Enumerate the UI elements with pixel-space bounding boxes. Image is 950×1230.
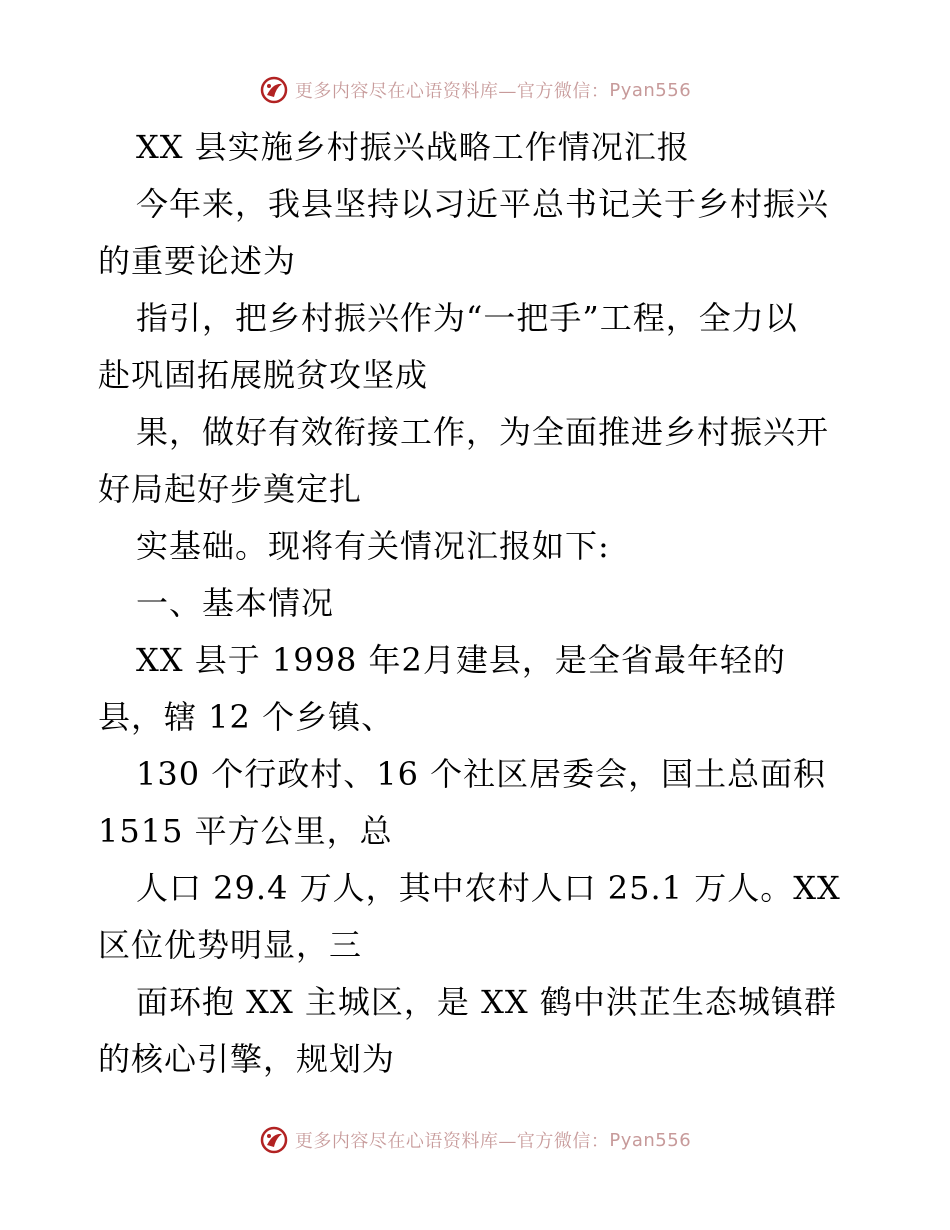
document-line: 果，做好有效衔接工作，为全面推进乡村振兴开 [136,413,830,451]
document-line: 好局起好步奠定扎 [98,470,363,508]
document-line: 面环抱 XX 主城区，是 XX 鹤中洪芷生态城镇群 [136,983,837,1021]
document-line: 的重要论述为 [98,242,297,280]
document-line: 今年来，我县坚持以习近平总书记关于乡村振兴 [136,185,830,223]
document-line: 指引，把乡村振兴作为“一把手”工程，全力以 [136,299,798,337]
document-line: 的核心引擎，规划为 [98,1040,396,1078]
footer-watermark-banner [0,1122,950,1158]
document-line: 一、基本情况 [136,584,335,622]
brand-logo-icon [259,1125,289,1155]
document-line: XX 县于 1998 年2月建县，是全省最年轻的 [136,641,786,679]
document-line: 130 个行政村、16 个社区居委会，国土总面积 [136,755,827,793]
document-line: XX 县实施乡村振兴战略工作情况汇报 [136,128,690,166]
document-line: 实基础。现将有关情况汇报如下: [136,527,610,565]
document-line: 1515 平方公里，总 [98,812,393,850]
watermark-text: 更多内容尽在心语资料库—官方微信： [294,1131,610,1152]
document-line: 区位优势明显，三 [98,926,363,964]
document-body [98,119,858,1088]
wechat-id: Pyan556 [609,1129,692,1151]
document-line: 县，辖 12 个乡镇、 [98,698,395,736]
brand-logo-icon [259,75,289,105]
document-line: 赴巩固拓展脱贫攻坚成 [98,356,429,394]
header-watermark-banner [0,72,950,108]
document-line: 人口 29.4 万人，其中农村人口 25.1 万人。XX [136,869,841,907]
wechat-id: Pyan556 [609,79,692,101]
watermark-text: 更多内容尽在心语资料库—官方微信： [294,81,610,102]
